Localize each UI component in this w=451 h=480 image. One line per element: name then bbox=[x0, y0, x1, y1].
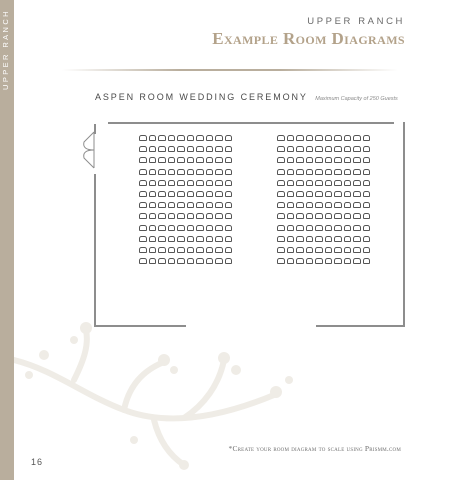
chair-icon bbox=[287, 202, 295, 208]
chair-icon bbox=[353, 146, 361, 152]
chair-icon bbox=[187, 180, 195, 186]
page-title: Example Room Diagrams bbox=[212, 29, 405, 48]
chair-icon bbox=[287, 135, 295, 141]
chair-icon bbox=[287, 225, 295, 231]
chair-icon bbox=[363, 202, 371, 208]
chair-icon bbox=[287, 146, 295, 152]
chair-icon bbox=[353, 225, 361, 231]
chair-icon bbox=[215, 146, 223, 152]
chair-icon bbox=[139, 236, 147, 242]
chair-icon bbox=[206, 213, 214, 219]
chair-icon bbox=[306, 169, 314, 175]
chair-icon bbox=[168, 191, 176, 197]
chair-icon bbox=[277, 258, 285, 264]
chair-icon bbox=[168, 236, 176, 242]
chair-icon bbox=[325, 191, 333, 197]
chair-icon bbox=[344, 191, 352, 197]
chair-icon bbox=[353, 247, 361, 253]
chair-icon bbox=[277, 225, 285, 231]
wall-opening bbox=[186, 325, 316, 327]
chair-icon bbox=[225, 247, 233, 253]
chair-icon bbox=[353, 180, 361, 186]
chair-icon bbox=[296, 157, 304, 163]
chair-icon bbox=[344, 225, 352, 231]
chair-icon bbox=[287, 157, 295, 163]
chair-icon bbox=[177, 135, 185, 141]
chair-icon bbox=[168, 258, 176, 264]
chair-icon bbox=[334, 258, 342, 264]
chair-icon bbox=[187, 247, 195, 253]
chair-icon bbox=[225, 258, 233, 264]
chair-icon bbox=[206, 157, 214, 163]
chair-icon bbox=[149, 180, 157, 186]
chair-icon bbox=[296, 258, 304, 264]
chair-icon bbox=[177, 202, 185, 208]
chair-icon bbox=[334, 169, 342, 175]
chair-icon bbox=[158, 191, 166, 197]
chair-icon bbox=[353, 169, 361, 175]
chair-icon bbox=[363, 157, 371, 163]
chair-icon bbox=[168, 247, 176, 253]
header-brand: UPPER RANCH bbox=[307, 16, 405, 27]
chair-icon bbox=[325, 213, 333, 219]
chair-icon bbox=[325, 135, 333, 141]
footer-note: *Create your room diagram to scale using Prismm.com bbox=[228, 444, 401, 453]
chair-icon bbox=[139, 157, 147, 163]
chair-icon bbox=[196, 169, 204, 175]
chair-icon bbox=[177, 225, 185, 231]
chair-icon bbox=[344, 157, 352, 163]
chair-icon bbox=[187, 202, 195, 208]
chair-icon bbox=[215, 236, 223, 242]
chair-icon bbox=[363, 191, 371, 197]
chair-icon bbox=[158, 258, 166, 264]
chair-icon bbox=[334, 180, 342, 186]
chair-icon bbox=[206, 225, 214, 231]
chair-icon bbox=[158, 202, 166, 208]
chair-icon bbox=[306, 225, 314, 231]
chair-icon bbox=[187, 191, 195, 197]
chair-icon bbox=[325, 247, 333, 253]
chair-icon bbox=[277, 146, 285, 152]
chair-icon bbox=[287, 236, 295, 242]
chair-icon bbox=[334, 213, 342, 219]
chair-icon bbox=[215, 213, 223, 219]
chair-icon bbox=[215, 157, 223, 163]
chair-icon bbox=[196, 236, 204, 242]
chair-icon bbox=[344, 169, 352, 175]
chair-icon bbox=[306, 247, 314, 253]
chair-icon bbox=[225, 236, 233, 242]
chair-icon bbox=[187, 236, 195, 242]
chair-icon bbox=[158, 180, 166, 186]
chair-icon bbox=[139, 225, 147, 231]
chair-icon bbox=[168, 213, 176, 219]
chair-icon bbox=[177, 169, 185, 175]
chair-icon bbox=[149, 258, 157, 264]
chair-icon bbox=[149, 169, 157, 175]
chair-icon bbox=[149, 157, 157, 163]
chair-icon bbox=[363, 247, 371, 253]
chair-icon bbox=[363, 258, 371, 264]
chair-icon bbox=[353, 157, 361, 163]
chair-icon bbox=[296, 169, 304, 175]
chair-icon bbox=[334, 146, 342, 152]
chair-icon bbox=[139, 202, 147, 208]
chair-icon bbox=[158, 157, 166, 163]
chair-icon bbox=[168, 180, 176, 186]
chair-icon bbox=[168, 135, 176, 141]
chair-icon bbox=[287, 180, 295, 186]
chair-icon bbox=[158, 146, 166, 152]
chair-icon bbox=[187, 157, 195, 163]
chair-icon bbox=[277, 169, 285, 175]
chair-icon bbox=[315, 258, 323, 264]
chair-icon bbox=[363, 135, 371, 141]
chair-icon bbox=[149, 225, 157, 231]
chair-icon bbox=[158, 236, 166, 242]
chair-icon bbox=[315, 169, 323, 175]
chair-icon bbox=[353, 236, 361, 242]
chair-icon bbox=[177, 191, 185, 197]
chair-icon bbox=[225, 169, 233, 175]
chair-icon bbox=[187, 146, 195, 152]
chair-icon bbox=[206, 247, 214, 253]
chair-icon bbox=[158, 169, 166, 175]
chair-icon bbox=[196, 247, 204, 253]
chair-icon bbox=[177, 180, 185, 186]
chair-icon bbox=[139, 146, 147, 152]
chair-icon bbox=[315, 146, 323, 152]
chair-icon bbox=[168, 169, 176, 175]
chair-icon bbox=[149, 191, 157, 197]
chair-icon bbox=[225, 180, 233, 186]
chair-icon bbox=[149, 202, 157, 208]
chair-icon bbox=[334, 157, 342, 163]
sidebar-label: UPPER RANCH bbox=[1, 9, 10, 90]
chair-icon bbox=[215, 191, 223, 197]
chair-icon bbox=[277, 247, 285, 253]
chair-icon bbox=[287, 191, 295, 197]
chair-icon bbox=[315, 180, 323, 186]
chair-icon bbox=[149, 146, 157, 152]
chair-icon bbox=[325, 157, 333, 163]
chair-icon bbox=[206, 146, 214, 152]
sidebar-band bbox=[0, 0, 14, 480]
chair-icon bbox=[353, 202, 361, 208]
chair-icon bbox=[177, 247, 185, 253]
chair-icon bbox=[187, 213, 195, 219]
chair-icon bbox=[325, 146, 333, 152]
chair-icon bbox=[206, 258, 214, 264]
chair-icon bbox=[215, 180, 223, 186]
chair-icon bbox=[306, 191, 314, 197]
chair-icon bbox=[306, 157, 314, 163]
chair-icon bbox=[306, 236, 314, 242]
chair-icon bbox=[177, 236, 185, 242]
chair-icon bbox=[334, 135, 342, 141]
chair-icon bbox=[177, 258, 185, 264]
chair-icon bbox=[225, 157, 233, 163]
chair-icon bbox=[158, 213, 166, 219]
entry-door-icon bbox=[80, 130, 100, 170]
chair-icon bbox=[296, 135, 304, 141]
chair-icon bbox=[196, 191, 204, 197]
chair-icon bbox=[196, 202, 204, 208]
chair-icon bbox=[315, 191, 323, 197]
chair-icon bbox=[139, 169, 147, 175]
chair-icon bbox=[353, 191, 361, 197]
wall-opening bbox=[394, 122, 403, 124]
chair-icon bbox=[206, 180, 214, 186]
chair-icon bbox=[325, 258, 333, 264]
chair-icon bbox=[177, 146, 185, 152]
chair-icon bbox=[277, 202, 285, 208]
chair-icon bbox=[296, 191, 304, 197]
chair-icon bbox=[215, 169, 223, 175]
chair-icon bbox=[287, 258, 295, 264]
page-number: 16 bbox=[31, 457, 44, 467]
chair-icon bbox=[196, 225, 204, 231]
chair-icon bbox=[139, 213, 147, 219]
chair-icon bbox=[315, 157, 323, 163]
chair-icon bbox=[225, 202, 233, 208]
chair-icon bbox=[363, 236, 371, 242]
chair-icon bbox=[325, 169, 333, 175]
chair-icon bbox=[206, 236, 214, 242]
chair-icon bbox=[149, 135, 157, 141]
chair-icon bbox=[325, 225, 333, 231]
chair-icon bbox=[344, 202, 352, 208]
chair-icon bbox=[139, 247, 147, 253]
chair-icon bbox=[315, 247, 323, 253]
chair-icon bbox=[187, 135, 195, 141]
section-heading bbox=[95, 87, 398, 105]
chair-icon bbox=[363, 169, 371, 175]
capacity-note: Maximum Capacity of 250 Guests bbox=[315, 96, 398, 102]
chair-icon bbox=[325, 236, 333, 242]
chair-icon bbox=[334, 191, 342, 197]
chair-icon bbox=[177, 213, 185, 219]
ornamental-divider bbox=[62, 69, 398, 71]
chair-icon bbox=[306, 146, 314, 152]
chair-icon bbox=[306, 135, 314, 141]
chair-icon bbox=[344, 146, 352, 152]
chair-icon bbox=[206, 169, 214, 175]
chair-icon bbox=[215, 258, 223, 264]
chair-icon bbox=[363, 180, 371, 186]
chair-icon bbox=[187, 225, 195, 231]
chair-icon bbox=[206, 135, 214, 141]
chair-icon bbox=[287, 213, 295, 219]
section-name: ASPEN ROOM WEDDING CEREMONY bbox=[95, 92, 308, 102]
chair-icon bbox=[306, 258, 314, 264]
chair-icon bbox=[196, 146, 204, 152]
chair-icon bbox=[196, 135, 204, 141]
chair-icon bbox=[315, 225, 323, 231]
chair-icon bbox=[139, 258, 147, 264]
chair-icon bbox=[277, 180, 285, 186]
chair-icon bbox=[277, 157, 285, 163]
chair-icon bbox=[306, 180, 314, 186]
chair-icon bbox=[277, 213, 285, 219]
chair-icon bbox=[287, 247, 295, 253]
chair-icon bbox=[177, 157, 185, 163]
chair-icon bbox=[158, 247, 166, 253]
chair-icon bbox=[215, 202, 223, 208]
chair-icon bbox=[277, 236, 285, 242]
seating-block-left bbox=[139, 135, 234, 264]
chair-icon bbox=[344, 236, 352, 242]
chair-icon bbox=[168, 225, 176, 231]
chair-icon bbox=[344, 180, 352, 186]
chair-icon bbox=[168, 146, 176, 152]
chair-icon bbox=[334, 236, 342, 242]
seating-block-right bbox=[277, 135, 372, 264]
chair-icon bbox=[139, 191, 147, 197]
chair-icon bbox=[168, 202, 176, 208]
chair-icon bbox=[306, 213, 314, 219]
chair-icon bbox=[196, 180, 204, 186]
chair-icon bbox=[287, 169, 295, 175]
chair-icon bbox=[296, 202, 304, 208]
chair-icon bbox=[344, 258, 352, 264]
chair-icon bbox=[277, 191, 285, 197]
chair-icon bbox=[187, 169, 195, 175]
chair-icon bbox=[315, 202, 323, 208]
chair-icon bbox=[296, 213, 304, 219]
chair-icon bbox=[353, 135, 361, 141]
chair-icon bbox=[225, 191, 233, 197]
chair-icon bbox=[306, 202, 314, 208]
chair-icon bbox=[215, 247, 223, 253]
chair-icon bbox=[325, 180, 333, 186]
chair-icon bbox=[363, 146, 371, 152]
chair-icon bbox=[158, 225, 166, 231]
chair-icon bbox=[139, 135, 147, 141]
chair-icon bbox=[206, 202, 214, 208]
chair-icon bbox=[215, 225, 223, 231]
chair-icon bbox=[315, 135, 323, 141]
chair-icon bbox=[196, 258, 204, 264]
chair-icon bbox=[158, 135, 166, 141]
chair-icon bbox=[363, 225, 371, 231]
chair-icon bbox=[353, 213, 361, 219]
wall-opening bbox=[94, 122, 108, 124]
chair-icon bbox=[149, 213, 157, 219]
chair-icon bbox=[296, 247, 304, 253]
chair-icon bbox=[225, 225, 233, 231]
chair-icon bbox=[334, 202, 342, 208]
chair-icon bbox=[334, 247, 342, 253]
chair-icon bbox=[296, 180, 304, 186]
chair-icon bbox=[296, 146, 304, 152]
chair-icon bbox=[296, 236, 304, 242]
chair-icon bbox=[196, 157, 204, 163]
chair-icon bbox=[149, 247, 157, 253]
chair-icon bbox=[139, 180, 147, 186]
chair-icon bbox=[168, 157, 176, 163]
chair-icon bbox=[225, 146, 233, 152]
chair-icon bbox=[277, 135, 285, 141]
chair-icon bbox=[149, 236, 157, 242]
chair-icon bbox=[344, 213, 352, 219]
chair-icon bbox=[344, 135, 352, 141]
chair-icon bbox=[187, 258, 195, 264]
chair-icon bbox=[225, 135, 233, 141]
chair-icon bbox=[315, 236, 323, 242]
chair-icon bbox=[225, 213, 233, 219]
chair-icon bbox=[325, 202, 333, 208]
chair-icon bbox=[296, 225, 304, 231]
chair-icon bbox=[363, 213, 371, 219]
chair-icon bbox=[196, 213, 204, 219]
chair-icon bbox=[334, 225, 342, 231]
chair-icon bbox=[206, 191, 214, 197]
chair-icon bbox=[215, 135, 223, 141]
chair-icon bbox=[315, 213, 323, 219]
chair-icon bbox=[353, 258, 361, 264]
chair-icon bbox=[344, 247, 352, 253]
